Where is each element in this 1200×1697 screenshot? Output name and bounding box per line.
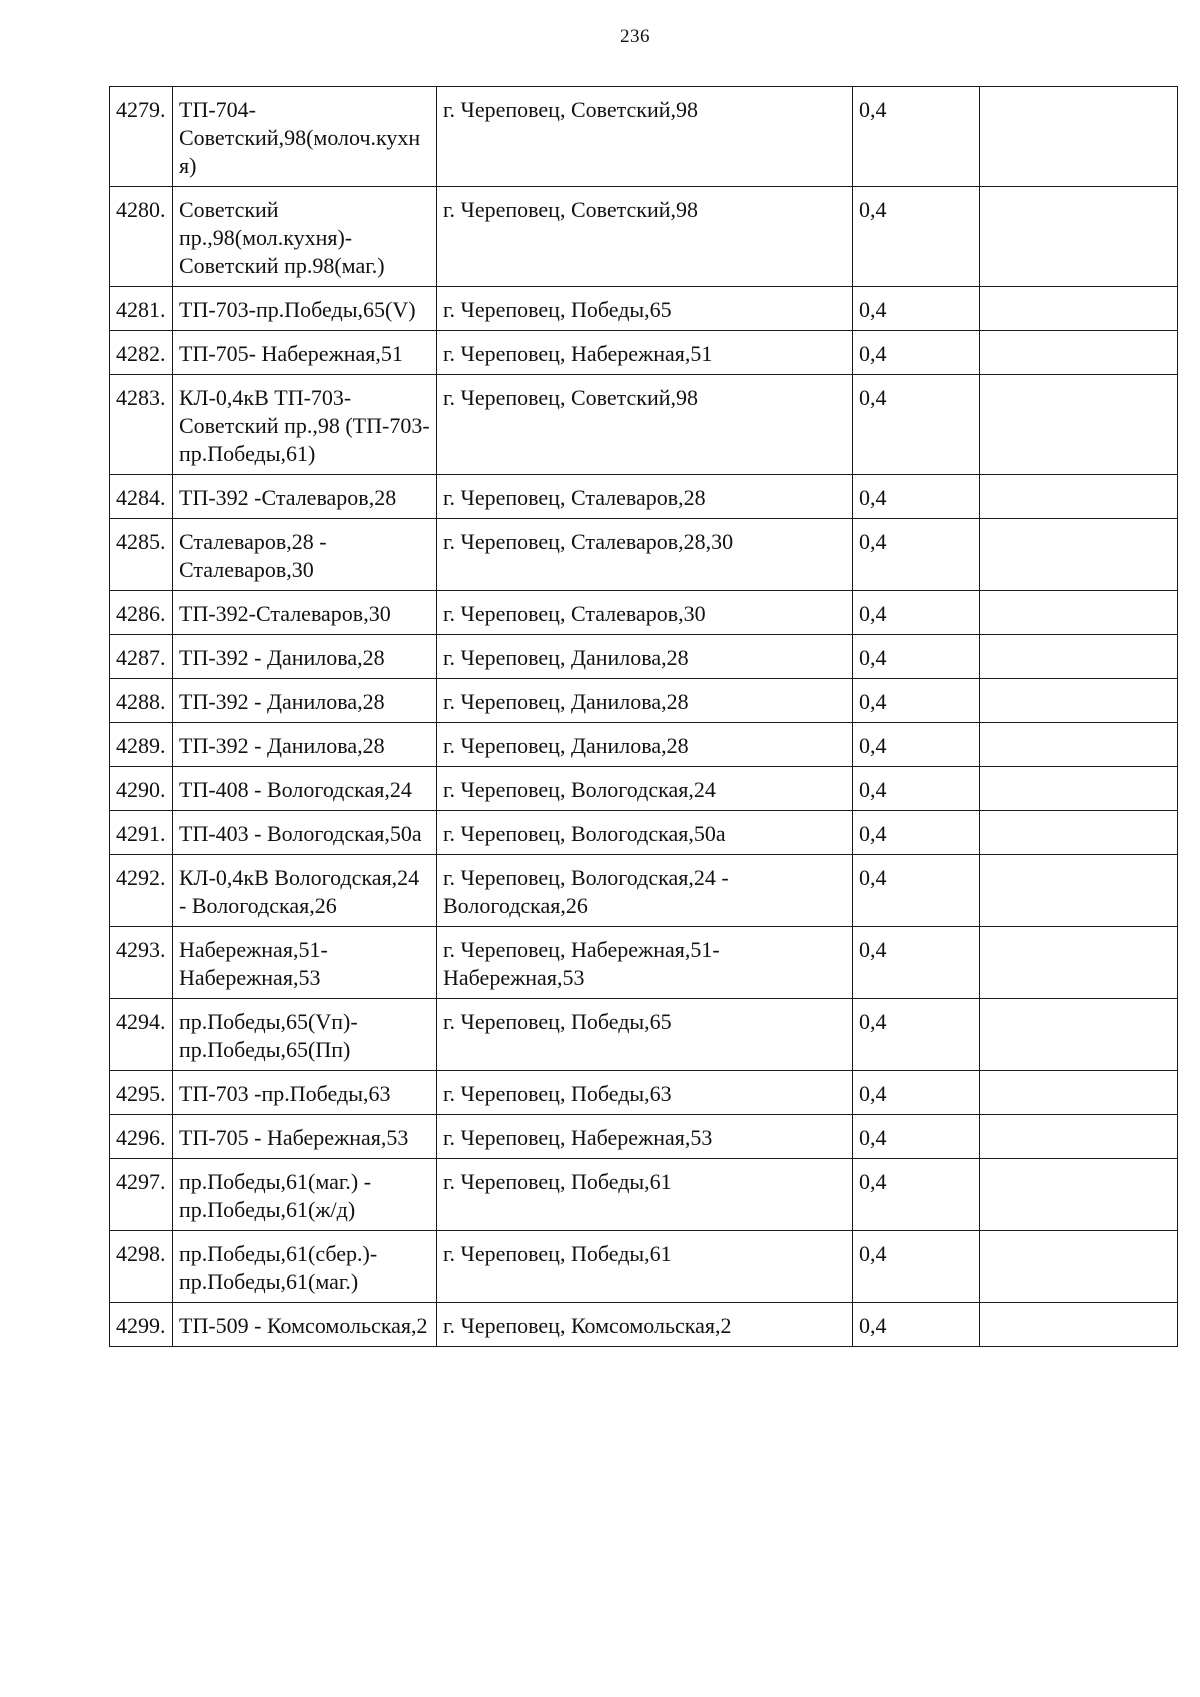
object-name: ТП-705- Набережная,51 bbox=[173, 331, 437, 375]
extra-cell bbox=[980, 811, 1178, 855]
table-row bbox=[110, 635, 1178, 679]
row-number: 4286. bbox=[110, 591, 173, 635]
object-name: Набережная,51-Набережная,53 bbox=[173, 927, 437, 999]
extra-cell bbox=[980, 287, 1178, 331]
object-name: ТП-392 -Сталеваров,28 bbox=[173, 475, 437, 519]
table-row bbox=[110, 519, 1178, 591]
voltage-value: 0,4 bbox=[853, 1159, 980, 1231]
table-row bbox=[110, 999, 1178, 1071]
table-row bbox=[110, 287, 1178, 331]
extra-cell bbox=[980, 1159, 1178, 1231]
table-row bbox=[110, 1071, 1178, 1115]
object-address: г. Череповец, Сталеваров,28 bbox=[437, 475, 853, 519]
object-name: пр.Победы,61(маг.) - пр.Победы,61(ж/д) bbox=[173, 1159, 437, 1231]
row-number: 4292. bbox=[110, 855, 173, 927]
row-number: 4288. bbox=[110, 679, 173, 723]
row-number: 4298. bbox=[110, 1231, 173, 1303]
extra-cell bbox=[980, 723, 1178, 767]
row-number: 4283. bbox=[110, 375, 173, 475]
row-number: 4279. bbox=[110, 87, 173, 187]
table-row bbox=[110, 679, 1178, 723]
extra-cell bbox=[980, 519, 1178, 591]
row-number: 4287. bbox=[110, 635, 173, 679]
table-row bbox=[110, 1231, 1178, 1303]
table-row bbox=[110, 1115, 1178, 1159]
voltage-value: 0,4 bbox=[853, 1115, 980, 1159]
extra-cell bbox=[980, 855, 1178, 927]
object-name: ТП-392 - Данилова,28 bbox=[173, 635, 437, 679]
object-address: г. Череповец, Данилова,28 bbox=[437, 723, 853, 767]
object-address: г. Череповец, Сталеваров,28,30 bbox=[437, 519, 853, 591]
table-row bbox=[110, 375, 1178, 475]
object-address: г. Череповец, Набережная,53 bbox=[437, 1115, 853, 1159]
object-address: г. Череповец, Победы,61 bbox=[437, 1231, 853, 1303]
voltage-value: 0,4 bbox=[853, 187, 980, 287]
table-row bbox=[110, 767, 1178, 811]
extra-cell bbox=[980, 187, 1178, 287]
row-number: 4299. bbox=[110, 1303, 173, 1347]
object-name: КЛ-0,4кВ Вологодская,24 - Вологодская,26 bbox=[173, 855, 437, 927]
object-name: ТП-703-пр.Победы,65(V) bbox=[173, 287, 437, 331]
voltage-value: 0,4 bbox=[853, 591, 980, 635]
object-address: г. Череповец, Данилова,28 bbox=[437, 635, 853, 679]
extra-cell bbox=[980, 1071, 1178, 1115]
object-name: ТП-704-Советский,98(молоч.кухня) bbox=[173, 87, 437, 187]
voltage-value: 0,4 bbox=[853, 999, 980, 1071]
object-name: ТП-703 -пр.Победы,63 bbox=[173, 1071, 437, 1115]
object-address: г. Череповец, Победы,65 bbox=[437, 287, 853, 331]
voltage-value: 0,4 bbox=[853, 1231, 980, 1303]
table-row bbox=[110, 331, 1178, 375]
row-number: 4289. bbox=[110, 723, 173, 767]
extra-cell bbox=[980, 591, 1178, 635]
extra-cell bbox=[980, 1303, 1178, 1347]
object-name: ТП-403 - Вологодская,50а bbox=[173, 811, 437, 855]
table-row bbox=[110, 1159, 1178, 1231]
voltage-value: 0,4 bbox=[853, 927, 980, 999]
table-row bbox=[110, 811, 1178, 855]
extra-cell bbox=[980, 331, 1178, 375]
registry-table bbox=[109, 86, 1178, 1347]
object-address: г. Череповец, Советский,98 bbox=[437, 187, 853, 287]
object-address: г. Череповец, Данилова,28 bbox=[437, 679, 853, 723]
object-address: г. Череповец, Набережная,51-Набережная,53 bbox=[437, 927, 853, 999]
object-address: г. Череповец, Комсомольская,2 bbox=[437, 1303, 853, 1347]
row-number: 4295. bbox=[110, 1071, 173, 1115]
table-row bbox=[110, 475, 1178, 519]
voltage-value: 0,4 bbox=[853, 331, 980, 375]
voltage-value: 0,4 bbox=[853, 679, 980, 723]
row-number: 4291. bbox=[110, 811, 173, 855]
extra-cell bbox=[980, 87, 1178, 187]
voltage-value: 0,4 bbox=[853, 723, 980, 767]
table-row bbox=[110, 591, 1178, 635]
row-number: 4282. bbox=[110, 331, 173, 375]
extra-cell bbox=[980, 1231, 1178, 1303]
registry-table-body bbox=[110, 87, 1178, 1347]
voltage-value: 0,4 bbox=[853, 87, 980, 187]
voltage-value: 0,4 bbox=[853, 767, 980, 811]
voltage-value: 0,4 bbox=[853, 1071, 980, 1115]
object-name: Советский пр.,98(мол.кухня)-Советский пр.98(маг.) bbox=[173, 187, 437, 287]
voltage-value: 0,4 bbox=[853, 855, 980, 927]
object-address: г. Череповец, Набережная,51 bbox=[437, 331, 853, 375]
object-name: КЛ-0,4кВ ТП-703-Советский пр.,98 (ТП-703- пр.Победы,61) bbox=[173, 375, 437, 475]
extra-cell bbox=[980, 475, 1178, 519]
object-address: г. Череповец, Вологодская,50а bbox=[437, 811, 853, 855]
object-name: ТП-392 - Данилова,28 bbox=[173, 723, 437, 767]
voltage-value: 0,4 bbox=[853, 287, 980, 331]
object-address: г. Череповец, Вологодская,24 bbox=[437, 767, 853, 811]
object-name: пр.Победы,65(Vп)-пр.Победы,65(Пп) bbox=[173, 999, 437, 1071]
voltage-value: 0,4 bbox=[853, 519, 980, 591]
row-number: 4297. bbox=[110, 1159, 173, 1231]
row-number: 4296. bbox=[110, 1115, 173, 1159]
extra-cell bbox=[980, 927, 1178, 999]
table-row bbox=[110, 187, 1178, 287]
row-number: 4285. bbox=[110, 519, 173, 591]
row-number: 4280. bbox=[110, 187, 173, 287]
page-number: 236 bbox=[620, 26, 650, 47]
object-name: ТП-509 - Комсомольская,2 bbox=[173, 1303, 437, 1347]
object-name: пр.Победы,61(сбер.)-пр.Победы,61(маг.) bbox=[173, 1231, 437, 1303]
object-address: г. Череповец, Победы,65 bbox=[437, 999, 853, 1071]
object-name: Сталеваров,28 - Сталеваров,30 bbox=[173, 519, 437, 591]
row-number: 4290. bbox=[110, 767, 173, 811]
voltage-value: 0,4 bbox=[853, 635, 980, 679]
table-row bbox=[110, 1303, 1178, 1347]
table-row bbox=[110, 855, 1178, 927]
row-number: 4281. bbox=[110, 287, 173, 331]
extra-cell bbox=[980, 767, 1178, 811]
row-number: 4293. bbox=[110, 927, 173, 999]
object-name: ТП-408 - Вологодская,24 bbox=[173, 767, 437, 811]
extra-cell bbox=[980, 375, 1178, 475]
extra-cell bbox=[980, 999, 1178, 1071]
row-number: 4284. bbox=[110, 475, 173, 519]
table-row bbox=[110, 723, 1178, 767]
object-address: г. Череповец, Победы,61 bbox=[437, 1159, 853, 1231]
extra-cell bbox=[980, 1115, 1178, 1159]
extra-cell bbox=[980, 635, 1178, 679]
object-name: ТП-392-Сталеваров,30 bbox=[173, 591, 437, 635]
row-number: 4294. bbox=[110, 999, 173, 1071]
object-address: г. Череповец, Победы,63 bbox=[437, 1071, 853, 1115]
object-name: ТП-705 - Набережная,53 bbox=[173, 1115, 437, 1159]
object-address: г. Череповец, Вологодская,24 - Вологодская,26 bbox=[437, 855, 853, 927]
voltage-value: 0,4 bbox=[853, 811, 980, 855]
table-row bbox=[110, 87, 1178, 187]
extra-cell bbox=[980, 679, 1178, 723]
object-address: г. Череповец, Советский,98 bbox=[437, 87, 853, 187]
voltage-value: 0,4 bbox=[853, 375, 980, 475]
object-name: ТП-392 - Данилова,28 bbox=[173, 679, 437, 723]
object-address: г. Череповец, Советский,98 bbox=[437, 375, 853, 475]
table-row bbox=[110, 927, 1178, 999]
voltage-value: 0,4 bbox=[853, 1303, 980, 1347]
object-address: г. Череповец, Сталеваров,30 bbox=[437, 591, 853, 635]
voltage-value: 0,4 bbox=[853, 475, 980, 519]
